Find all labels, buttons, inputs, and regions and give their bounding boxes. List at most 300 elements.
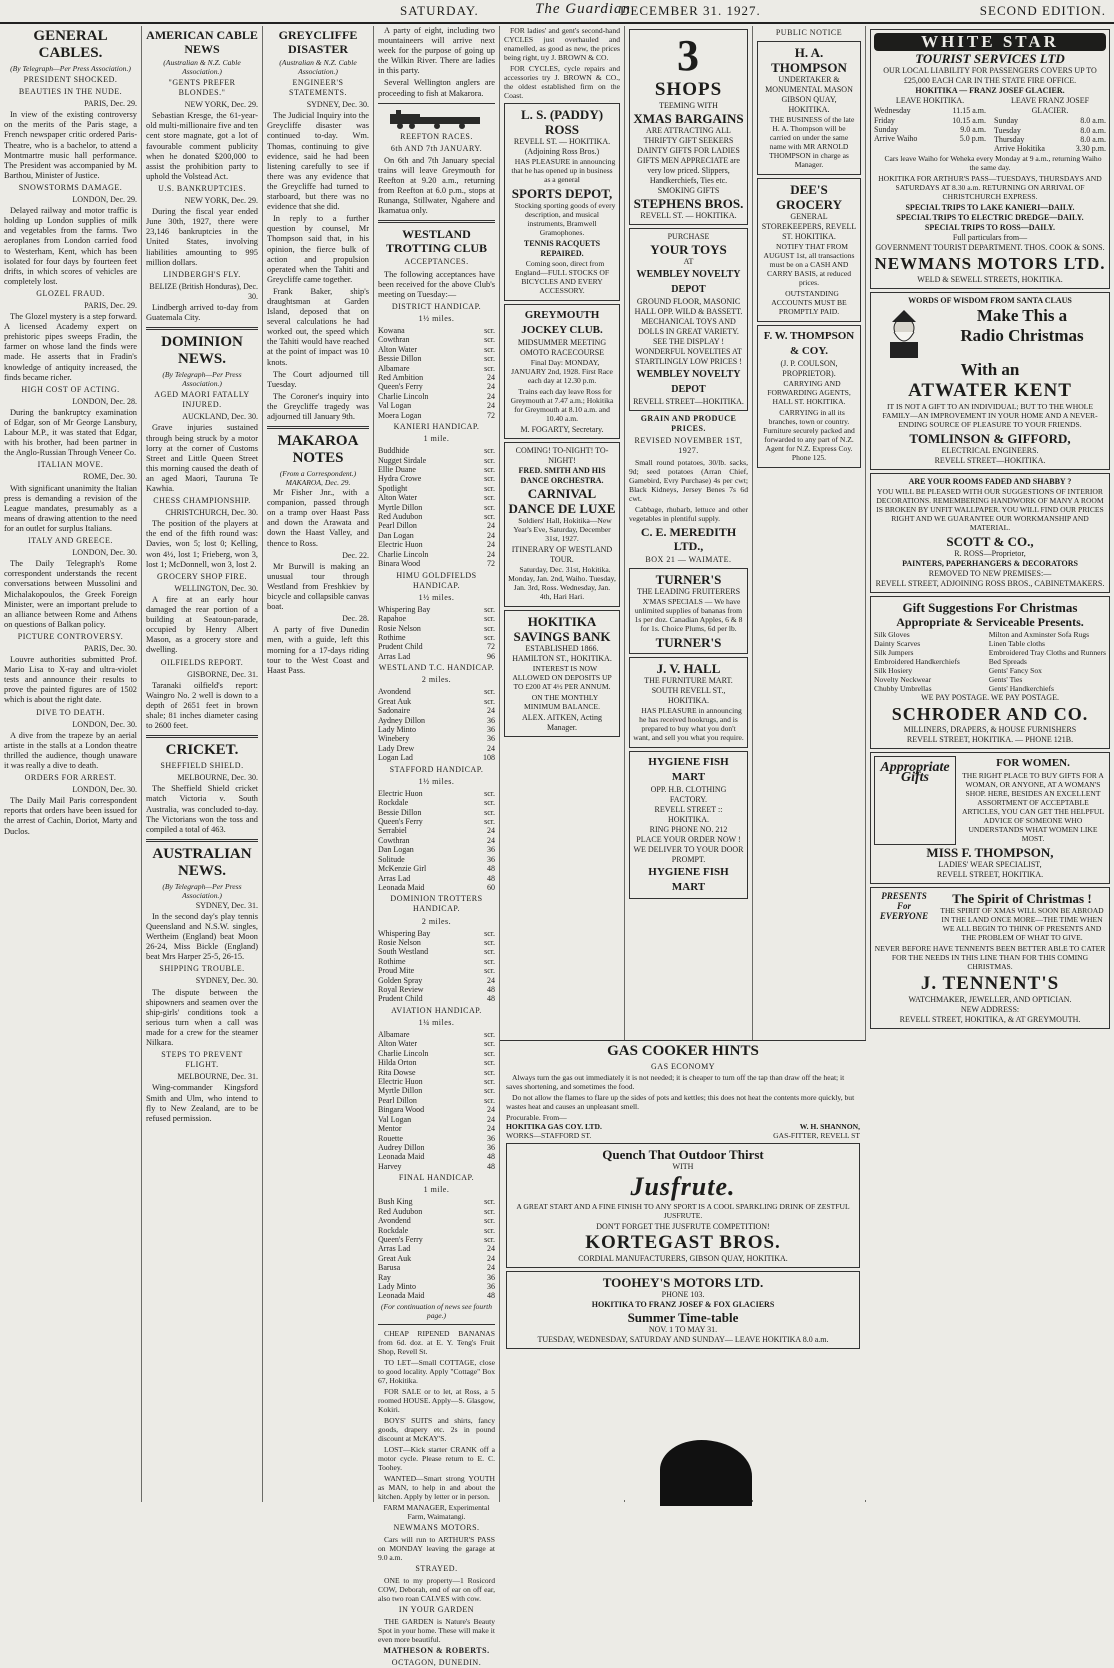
ad-title: L. S. (PADDY) ROSS (520, 107, 604, 137)
list-item (378, 652, 495, 661)
story-body: Mr Fisher Jnr., with a companion, passed through on a tramp over Haast Pass and down the Arawata and down the Haast Valley, and thence to Ross. (267, 488, 369, 548)
cycles-ad: FOR ladies' and gent's second-hand CYCLES just overhauled and enamelled, as good as new, the prices being right, try J. BROWN & CO. (504, 26, 620, 62)
list-item-value: scr. (484, 512, 495, 522)
newmans-name: NEWMANS MOTORS LTD. (874, 253, 1106, 273)
ad-title: WEMBLEY NOVELTY DEPOT (636, 369, 741, 395)
gas-economy-subheading: GAS ECONOMY (651, 1062, 715, 1071)
race-title: AVIATION HANDICAP. (391, 1005, 482, 1015)
story-dateline: SYDNEY, Dec. 31. (195, 900, 258, 910)
list-item-value: 96 (487, 651, 495, 661)
ad-line: WORDS OF WISDOM FROM SANTA CLAUS (908, 295, 1072, 305)
list-item (378, 605, 495, 614)
story-body: The position of the players at the end of the fifth round was: Davies, won 5; lost 0; Kelling, won 4½, lost 1; Frieberg, won 3, lost 1; McDonnell, won 3, lost 2. (146, 519, 258, 569)
race-entries (378, 929, 495, 1004)
list-item-value: scr. (484, 696, 495, 706)
list-item-name: Bessie Dillon (378, 807, 422, 817)
ad-body: CARRYING AND FORWARDING AGENTS, HALL ST. HOKITIKA. (767, 379, 851, 407)
list-item (378, 725, 495, 734)
list-item-value: scr. (484, 483, 495, 493)
grain-prices-title: GRAIN AND PRODUCE PRICES. (640, 414, 737, 434)
list-item (378, 1197, 495, 1206)
list-item-value: scr. (484, 354, 495, 364)
ad-body: Final Day: MONDAY, JANUARY 2nd, 1928. First Race each day at 12.30 p.m. (511, 358, 613, 385)
dees-grocery-ad (757, 178, 861, 322)
kortegast-name: KORTEGAST BROS. (585, 1232, 781, 1254)
list-item (378, 855, 495, 864)
list-item-value: 36 (487, 845, 495, 855)
list-item-name: Rosie Nelson (378, 623, 421, 633)
ad-line: ARE YOUR ROOMS FADED AND SHABBY ? (908, 476, 1072, 486)
list-item (378, 1263, 495, 1272)
list-item-value: 72 (487, 410, 495, 420)
story-body: Mr Burwill is making an unusual tour through Westland from Freshkiev by bicycle and collapsible canvas boat. (267, 561, 369, 612)
story-body: The Sheffield Shield cricket match Victoria v. South Australia, was concluded to-day. The Victorians won the toss and compiled a total of 463. (146, 784, 258, 834)
ad-line: SEE THE DISPLAY ! (652, 337, 725, 346)
ad-line: OMOTO RACECOURSE (519, 348, 605, 357)
ad-line: Full particulars from— (952, 232, 1028, 242)
dominion-news-heading: DOMINION NEWS. (161, 334, 243, 368)
story-title: HIGH COST OF ACTING. (21, 384, 120, 394)
ad-line: WATCHMAKER, JEWELLER, AND OPTICIAN. (908, 994, 1072, 1004)
story-body: In reply to a further question by counsel, Mr Thompson said that, in his opinion, the fierce bulk of action and propulsion operated when the Tahiti and Greycliffe came together. (267, 214, 369, 284)
story-title: GROCERY SHOP FIRE. (157, 571, 247, 581)
garden-title: IN YOUR GARDEN (398, 1604, 475, 1614)
ad-title: Appropriate & Serviceable Presents. (896, 614, 1084, 629)
list-item-value: 24 (487, 1263, 495, 1273)
australian-news-heading: AUSTRALIAN NEWS. (152, 845, 252, 879)
story-body: The Court adjourned till Tuesday. (267, 369, 369, 389)
list-item (994, 126, 1106, 135)
list-item (378, 521, 495, 530)
story-body: Wing-commander Kingsford Smith and Ulm, who intend to fly to New Zealand, are to be refused permission. (146, 1083, 258, 1123)
press-credit: (By Telegraph—Per Press Association.) (10, 64, 131, 73)
list-item-name: Alton Water (378, 344, 417, 354)
list-item (378, 706, 495, 715)
press-credit: (Australian & N.Z. Cable Association.) (279, 58, 357, 76)
list-item (378, 1244, 495, 1253)
story-body: The Daily Mail Paris correspondent reports that orders have been issued for the arrest of Cachin, Doriot, Marty and Duclos. (4, 796, 137, 836)
ad-line: WE DELIVER TO YOUR DOOR (633, 845, 744, 855)
list-item (378, 512, 495, 521)
santa-claus-icon (874, 308, 934, 358)
list-item (378, 1291, 495, 1300)
press-credit: (Australian & N.Z. Cable Association.) (163, 58, 241, 76)
ad-line: GROUND FLOOR, MASONIC HALL OPP. WILD & BASSETT. (634, 297, 743, 316)
scott-decorators-ad (870, 473, 1110, 593)
list-item (378, 624, 495, 633)
ad-line: SOUTH REVELL ST., HOKITIKA. (651, 686, 726, 706)
ad-line: REVELL STREET :: HOKITIKA. (654, 805, 723, 825)
list-item-value: 36 (487, 1142, 495, 1152)
story-body: Louvre authorities submitted Prof. Mario Lisa to X-ray and ultra-violet tests and announce their results to prove the painted figures are of 1502 which is about the right date. (4, 655, 137, 705)
ad-body: YOU WILL BE PLEASED WITH OUR SUGGESTIONS OF INTERIOR DECORATIONS. REMEMBERING HANDWORK OF MANY A ROOM IS BROKEN BY UNFIT WALLPAPER. YOU WILL FIND OUR PRICES RIGHT AND WE GUARANTEE OUR WORKMANSHIP AND MATERIAL. (876, 486, 1104, 532)
list-item (874, 134, 986, 143)
list-item-name: Val Logan (378, 1114, 412, 1124)
list-item-value: scr. (484, 687, 495, 697)
list-item (994, 116, 1106, 125)
list-item-name: Hydra Crowe (378, 474, 422, 484)
list-item-name: South Westland (378, 947, 429, 957)
divider (378, 103, 495, 104)
ad-line: THE FURNITURE MART. (644, 676, 733, 686)
ad-line: REVELL STREET, HOKITIKA. (936, 869, 1044, 879)
masthead-day: SATURDAY. (400, 3, 479, 18)
story-dateline: LONDON, Dec. 28. (72, 396, 137, 406)
strayed-title: STRAYED. (415, 1563, 458, 1573)
list-item-value: scr. (484, 455, 495, 465)
race-distance: 1 mile. (423, 434, 450, 444)
ad-line: GOVERNMENT TOURIST DEPARTMENT. THOS. COOK & SONS. (875, 242, 1105, 252)
list-item-value: scr. (484, 798, 495, 808)
list-item-value: 9.0 a.m. (960, 124, 986, 134)
list-item (378, 614, 495, 623)
list-item-value: scr. (484, 1206, 495, 1216)
ad-line: HOKITIKA TO FRANZ JOSEF & FOX GLACIERS (591, 1300, 775, 1310)
tooheys-motors-ad (506, 1271, 860, 1349)
classified-ad: FARM MANAGER, Experimental Farm, Waimatangi. (383, 1502, 490, 1521)
press-credit: (By Telegraph—Per Press Association.) (162, 881, 242, 900)
ad-title: H. A. THOMPSON (771, 45, 847, 76)
story-body: Grave injuries sustained through being struck by a motor lorry at the corner of Customs Street and Little Queen Street this morning caused the death of an aged Maori, Tauruna Te Kawhia. (146, 423, 258, 493)
list-item (378, 1152, 495, 1161)
list-item-name: Val Logan (378, 401, 412, 411)
list-item (378, 947, 495, 956)
list-item-name: Charlie Lincoln (378, 391, 429, 401)
list-item-value: scr. (484, 474, 495, 484)
list-item-value: scr. (484, 938, 495, 947)
list-item (378, 687, 495, 696)
list-item (378, 540, 495, 549)
story-dateline: LONDON, Dec. 30. (72, 719, 137, 729)
list-item-name: Alton Water (378, 1039, 417, 1049)
list-item (378, 1086, 495, 1095)
divider (146, 735, 258, 738)
ross-sports-ad (504, 103, 620, 301)
list-item (378, 354, 495, 363)
classified-ad: BOYS' SUITS and shirts, fancy goods, drapery etc. 2s in pound discount at McKAY'S. (378, 1415, 495, 1443)
ad-body: THE SPIRIT OF XMAS WILL SOON BE ABROAD IN THE LAND ONCE MORE—THE TIME WHEN WE ALL BEGIN TO THINK OF PRESENTS AND THE PROBLEM OF WHAT TO GIVE. (940, 905, 1104, 942)
story-body: Sebastian Kresge, the 61-year-old multi-millionaire five and ten cent store magnate, got a lot of favourable comment publicity when he donated $200,000 to assist the prohibition party to uphold the Volstead Act. (146, 111, 258, 181)
story-dateline: LONDON, Dec. 30. (72, 785, 137, 795)
ad-title: SCOTT & CO., (946, 533, 1034, 549)
ad-line: TEEMING WITH (659, 101, 718, 110)
list-item-name: Pearl Dillon (378, 521, 417, 531)
story-body: A party of eight, including two mountaineers will arrive next week for the purpose of going up the Wilkin River. There are ladies in this party. (378, 26, 495, 76)
ad-title: HYGIENE FISH MART (648, 866, 729, 894)
ad-line: MECHANICAL TOYS AND DOLLS IN GREAT VARIETY. (638, 317, 739, 336)
list-item (378, 411, 495, 420)
list-item-value: scr. (484, 344, 495, 354)
list-item-name: Bessie Dillon (378, 354, 422, 364)
story-body: In the second day's play tennis Queensland and N.S.W. singles, Wertheim (England) beat Moon 26-24, Miss Bickle (England) beat Mrs Harper 25-5, 26-15. (146, 911, 258, 962)
classified-ad: LOST—Kick starter CRANK off a motor cycle. Please return to E. C. Toohey. (378, 1444, 495, 1472)
list-item (378, 401, 495, 410)
ad-title: FOR WOMEN. (996, 756, 1070, 769)
list-item-value: 24 (487, 835, 495, 845)
list-item (378, 976, 495, 985)
list-item-name: Solitude (378, 854, 405, 864)
list-item: Embroidered Tray Cloths and Runners (988, 647, 1106, 657)
list-item-name: Bush King (378, 1197, 413, 1207)
list-item-name: Nugget Sirdale (378, 455, 427, 465)
list-item-value: 24 (487, 382, 495, 392)
ad-line: OUR LOCAL LIABILITY FOR PASSENGERS COVERS UP TO £25,000 EACH CAR IN THE STATE FIRE OFFICE. (883, 66, 1097, 86)
gas-body: Always turn the gas out immediately it is not needed; it is cheaper to turn off the tap than draw off the heat; it saves shortening, and sometimes the food. (506, 1073, 845, 1091)
meredith-address: BOX 21 — WAIMATE. (645, 555, 732, 565)
list-item (378, 789, 495, 798)
divider (146, 327, 258, 330)
story-body: A fire at an early hour damaged the rear portion of a building at Seatoun-parade, occupied by Henry Albert Mason, as a grocery store and dwelling. (146, 594, 258, 655)
list-item-name: Sunday (874, 124, 898, 134)
list-item (378, 985, 495, 994)
list-item-value: scr. (484, 1234, 495, 1244)
list-item-name: Alton Water (378, 493, 417, 503)
ad-line: R. ROSS—Proprietor, (954, 548, 1026, 558)
race-entries (378, 789, 495, 892)
list-item-value: 48 (487, 873, 495, 883)
list-item-name: Barusa (378, 1263, 401, 1273)
list-item-value: scr. (484, 465, 495, 475)
divider (267, 426, 369, 429)
ad-title: YOUR TOYS (650, 242, 727, 257)
list-item-name: Golden Spray (378, 975, 423, 985)
list-item-name: Tuesday (994, 125, 1021, 135)
list-item-value: 72 (487, 642, 495, 652)
list-item (378, 1162, 495, 1171)
white-star-timetable (874, 96, 1106, 154)
list-item-name: Electric Huon (378, 540, 423, 550)
ad-title: TOURIST SERVICES LTD (915, 51, 1065, 67)
ad-line: REMOVED TO NEW PREMISES:— (928, 568, 1052, 578)
list-item-name: Albamare (378, 1030, 410, 1040)
list-item (378, 1030, 495, 1039)
story-body: The Glozel mystery is a step forward. A licensed Academy expert on prehistoric pipes sweeps Fradin, the farmer on whose land the finds were made. He asserts that in Fradin's knowledge of antiquity increased, the finds became richer. (4, 312, 137, 382)
list-item-value: scr. (484, 1216, 495, 1226)
list-item (378, 826, 495, 835)
gas-works: WORKS—STAFFORD ST. (506, 1131, 592, 1141)
jusfrute-ad (506, 1143, 860, 1268)
ad-line: ITINERARY OF WESTLAND TOUR. (511, 545, 613, 564)
list-item-value: 24 (487, 1124, 495, 1134)
ad-body: Stocking sporting goods of every description, and musical instruments, Bramwell Gramophones. (514, 201, 616, 237)
story-dateline: Dec. 22. (342, 550, 369, 560)
story-dateline: ROME, Dec. 30. (83, 472, 137, 482)
list-item: Gents' Handkerchiefs (988, 683, 1054, 693)
list-item (378, 493, 495, 502)
acceptances-subheading: ACCEPTANCES. (404, 257, 469, 267)
list-item-name: Dan Logan (378, 845, 414, 855)
ad-title: XMAS BARGAINS (633, 111, 744, 126)
list-item-value: scr. (484, 817, 495, 827)
story-body: Lindbergh arrived to-day from Guatemala City. (146, 302, 258, 323)
public-notice-label: PUBLIC NOTICE (775, 28, 843, 37)
list-item: Chubby Umbrellas (874, 683, 932, 693)
story-body: Several Wellington anglers are proceeding to fish at Makarora. (378, 78, 495, 98)
list-item-name: Red Ambition (378, 373, 424, 382)
ad-body: A GREAT START AND A FINE FINISH TO ANY SPORT IS A COOL SPARKLING DRINK OF ZESTFUL JUSFRUTE. (516, 1202, 850, 1221)
race-title: STAFFORD HANDICAP. (389, 764, 484, 774)
list-item-name: Sadonaire (378, 706, 410, 716)
tennents-row (874, 891, 1106, 944)
story-title: DIVE TO DEATH. (36, 707, 105, 717)
story-dateline: PARIS, Dec. 29. (84, 99, 137, 109)
ad-line: GIFTS MEN APPRECIATE are very low priced. Slippers, Handkerchiefs, Ties etc. (637, 156, 740, 185)
ad-title: J. V. HALL (656, 661, 721, 677)
list-item-value: scr. (484, 1197, 495, 1207)
list-item-value: scr. (484, 325, 495, 335)
list-item (378, 1105, 495, 1114)
ad-line: REVELL STREET, ADJOINING ROSS BROS., CABINETMAKERS. (875, 578, 1105, 588)
list-item (378, 1143, 495, 1152)
list-item-value: scr. (484, 1030, 495, 1040)
ad-title: TURNER'S (655, 635, 722, 651)
list-item (378, 1124, 495, 1133)
carnival-dance-ad (504, 442, 620, 607)
story-dateline: PARIS, Dec. 29. (84, 300, 137, 310)
ad-line: SPORTS DEPOT, (511, 186, 613, 201)
list-item (994, 135, 1106, 144)
list-item-value: 48 (487, 994, 495, 1004)
story-title: SNOWSTORMS DAMAGE. (18, 182, 123, 192)
list-item-value: 10.15 a.m. (952, 115, 986, 125)
ladies-ad-row (874, 756, 1106, 845)
schroder-ad (870, 596, 1110, 749)
list-item-value: 24 (487, 540, 495, 550)
list-item-name: Avondend (378, 1216, 411, 1226)
atwater-kent-ad (870, 292, 1110, 470)
story-body: In view of the existing controversy on the merits of the Paris stage, a French newspaper critic ordered Paris-Theatre, who is a bachelor, to attend a Montmartre music hall performance. The President was accompanied by M. Barthou, Minister of Justice. (4, 110, 137, 180)
story-title: ITALY AND GREECE. (28, 536, 113, 546)
ad-title: DEE'S GROCERY (776, 182, 842, 213)
ad-line: NOV. 1 TO MAY 31. (648, 1325, 718, 1335)
story-body: Delayed railway and motor traffic is holding up London supplies of milk and vegetables from the farms. Two aeroplanes from London carried food to Westerham, Kent, which has been isolated for four days by fourteen feet drifts, in which scores of vehicles are completely lost. (4, 206, 137, 286)
ad-line: MIDSUMMER MEETING (517, 338, 607, 347)
list-item-value: scr. (484, 604, 495, 614)
list-item-name: Red Audubon (378, 1206, 423, 1216)
thompson-undertaker-ad (757, 41, 861, 175)
list-item: Milton and Axminster Sofa Rugs (988, 629, 1090, 639)
tennent-name: J. TENNENT'S (920, 972, 1060, 994)
race-distance: 1½ miles. (418, 313, 455, 323)
story-title: STEPS TO PREVENT FLIGHT. (161, 1050, 243, 1070)
ad-line: UNDERTAKER & MONUMENTAL MASON (765, 75, 853, 95)
list-item (378, 697, 495, 706)
list-item-name: Myrtle Dillon (378, 1086, 423, 1096)
ad-body: THE BUSINESS of the late H. A. Thompson will be carried on under the same name with MR ARNOLD THOMPSON in charge as Manager. (769, 115, 855, 170)
list-item-name: Mentor (378, 1124, 402, 1134)
list-item (378, 957, 495, 966)
race-title: WESTLAND T.C. HANDICAP. (378, 663, 495, 673)
list-item-value: scr. (484, 1086, 495, 1096)
story-body: The Judicial Inquiry into the Greycliffe disaster was continued to-day. Wm. Thomas, continuing to give evidence, said he had been listening carefully to see if there was any evidence that the Greycliffe had turned to starboard, but there was no evidence that she did. (267, 111, 369, 212)
list-item (378, 845, 495, 854)
list-item-value: 24 (487, 826, 495, 836)
classified-ad: CHEAP RIPENED BANANAS from 6d. doz. at E. Y. Teng's Fruit Shop, Revell St. (378, 1328, 495, 1356)
classified-ad: WANTED—Smart strong YOUTH as MAN, to help in and about the kitchen. Apply by letter or in person. (378, 1473, 495, 1501)
list-item (378, 734, 495, 743)
list-item (378, 1235, 495, 1244)
list-item-value: 36 (487, 725, 495, 735)
list-item (378, 326, 495, 335)
list-item-name: Whispering Bay (378, 928, 431, 938)
ad-line: RING PHONE NO. 212 (649, 825, 728, 835)
greycliffe-heading: GREYCLIFFE DISASTER (278, 28, 358, 56)
list-item-name: Friday (874, 115, 895, 125)
race-entries (378, 326, 495, 420)
list-item (378, 503, 495, 512)
column-racing (374, 26, 500, 1668)
list-item-value: scr. (484, 623, 495, 633)
ad-line: DAINTY GIFTS FOR LADIES (637, 146, 740, 155)
gas-signatures (506, 1122, 860, 1140)
story-title: ITALIAN MOVE. (37, 460, 104, 470)
column-ads-right (866, 26, 1114, 1502)
story-title: "GENTS PREFER BLONDES." (168, 78, 236, 98)
list-item-value: 11.15 a.m. (952, 106, 986, 116)
list-item (378, 1207, 495, 1216)
story-dateline: MELBOURNE, Dec. 30. (177, 773, 258, 783)
general-cables-heading: GENERAL CABLES. (33, 28, 108, 61)
westland-trotting-heading: WESTLAND TROTTING CLUB (385, 227, 488, 256)
list-item-name: Leonada Maid (378, 1291, 425, 1301)
story-subtitle: BEAUTIES IN THE NUDE. (18, 87, 123, 97)
ad-title: TOOHEY'S MOTORS LTD. (602, 1275, 764, 1291)
column-general-cables (0, 26, 142, 1502)
masthead-title: The Guardian (535, 1, 632, 17)
thompson-ladies-ad (870, 752, 1110, 884)
ad-body: IT IS NOT A GIFT TO AN INDIVIDUAL; BUT TO THE WHOLE FAMILY—AN IMPROVEMENT IN YOUR HOME AND A NEVER-ENDING SOURCE OF PLEASURE TO YOUR FRIENDS. (882, 401, 1098, 429)
list-item (378, 446, 495, 455)
list-item-value: 24 (487, 521, 495, 531)
column-american-dominion (142, 26, 263, 1502)
list-item-name: Serrabiel (378, 826, 407, 836)
ad-title: Summer Time-table (627, 1310, 739, 1326)
list-item (378, 1039, 495, 1048)
ad-line: ESTABLISHED 1866. (525, 644, 599, 653)
list-item-name: Rockdale (378, 798, 409, 808)
race-title: DISTRICT HANDICAP. (391, 301, 482, 311)
list-item (378, 716, 495, 725)
story-title: PRESIDENT SHOCKED. (23, 75, 118, 84)
list-item-name: Queen's Ferry (378, 382, 423, 392)
timetable-rows (994, 116, 1106, 154)
ad-line: (Adjoining Ross Bros.) (524, 147, 600, 156)
list-item-value: scr. (484, 788, 495, 798)
list-item-value: 72 (487, 559, 495, 569)
ad-title: STEPHENS BROS. (633, 196, 744, 211)
ad-body: Trains each day leave Ross for Greymouth at 7.47 a.m.; Hokitika for Greymouth at 8.10 a.m. and 10.40 a.m. (510, 387, 614, 423)
ad-line: SPECIAL TRIPS TO ELECTRIC DREDGE—DAILY. (896, 212, 1084, 222)
list-item-name: Rosie Nelson (378, 938, 421, 947)
list-item (378, 1068, 495, 1077)
list-item: Embroidered Handkerchiefs (874, 656, 960, 666)
list-item-value: 8.0 a.m. (1080, 116, 1106, 126)
list-item-name: Rita Dowse (378, 1067, 416, 1077)
classified-ad: Cars will run to ARTHUR'S PASS on MONDAY leaving the garage at 9.0 a.m. (378, 1534, 495, 1562)
grain-prices-body: Cabbage, rhubarb, lettuce and other vegetables in plentiful supply. (629, 505, 748, 524)
radio-christmas-text: Radio Christmas (960, 325, 1084, 345)
story-title: GLOZEL FRAUD. (36, 288, 105, 298)
list-item-name: Red Audubon (378, 512, 423, 522)
list-item-name: Dan Logan (378, 530, 414, 540)
ad-line: FRED. SMITH AND HIS DANCE ORCHESTRA. (518, 466, 606, 485)
story-title: SHIPPING TROUBLE. (159, 964, 245, 974)
ad-line: WONDERFUL NOVELTIES AT STARTLINGLY LOW PRICES ! (635, 347, 742, 366)
train-engraving-icon (382, 108, 492, 130)
list-item-value: 24 (487, 1244, 495, 1254)
timetable-rows (874, 106, 986, 144)
list-item-value: 48 (487, 985, 495, 995)
